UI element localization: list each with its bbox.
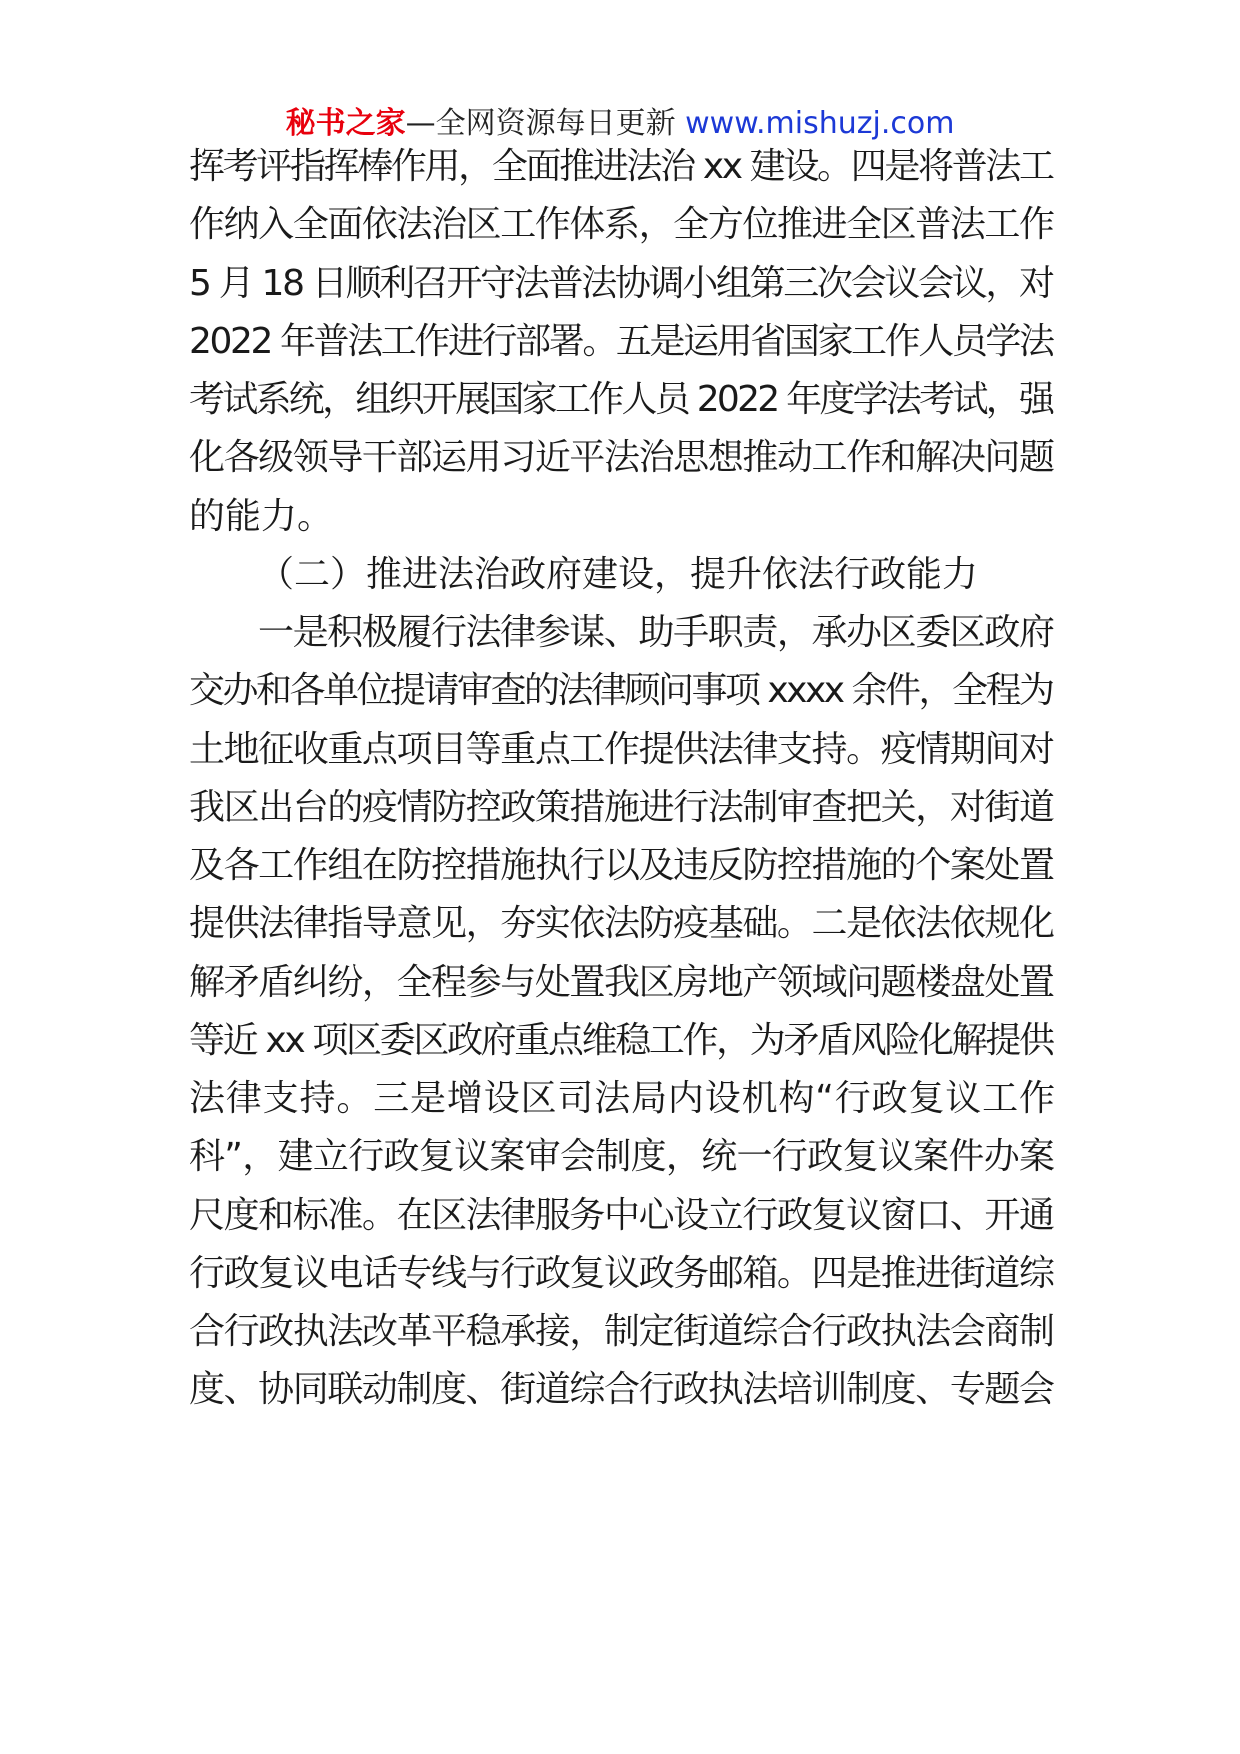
text-line: 作纳入全面依法治区工作体系，全方位推进全区普法工作 [189,204,1054,246]
text-line: 化各级领导干部运用习近平法治思想推动工作和解决问题 [189,437,1054,479]
text-line: 挥考评指挥棒作用，全面推进法治 xx 建设。四是将普法工 [189,146,1053,187]
text-line: 土地征收重点项目等重点工作提供法律支持。疫情期间对 [189,728,1054,770]
text-line: 度、协同联动制度、街道综合行政执法培训制度、专题会 [189,1369,1054,1411]
text-line: 行政复议电话专线与行政复议政务邮箱。四是推进街道综 [189,1252,1054,1294]
site-url-link[interactable]: www.mishuzj.com [685,106,955,141]
text-line: 5 月 18 日顺利召开守法普法协调小组第三次会议会议，对 [189,262,1053,304]
site-slogan: —全网资源每日更新 [405,106,686,141]
text-line: 2022 年普法工作进行部署。五是运用省国家工作人员学法 [189,320,1053,362]
site-brand: 秘书之家 [285,106,406,141]
text-line: 合行政执法改革平稳承接，制定街道综合行政执法会商制 [189,1311,1054,1352]
text-line: 及各工作组在防控措施执行以及违反防控措施的个案处置 [189,845,1054,886]
text-line: 提供法律指导意见，夯实依法防疫基础。二是依法依规化 [189,903,1054,945]
text-line: 尺度和标准。在区法律服务中心设立行政复议窗口、开通 [189,1194,1054,1236]
text-line: （二）推进法治政府建设，提升依法行政能力 [258,553,979,595]
text-line: 我区出台的疫情防控政策措施进行法制审查把关，对街道 [189,786,1054,828]
text-line: 等近 xx 项区委区政府重点维稳工作，为矛盾风险化解提供 [189,1019,1053,1061]
text-line: 一是积极履行法律参谋、助手职责，承办区委区政府 [258,612,1054,653]
text-line: 交办和各单位提请审查的法律顾问事项 xxxx 余件，全程为 [189,670,1053,712]
text-line: 解矛盾纠纷，全程参与处置我区房地产领域问题楼盘处置 [189,961,1054,1003]
text-line: 法律支持。三是增设区司法局内设机构“行政复议工作 [189,1078,1056,1119]
text-line: 考试系统，组织开展国家工作人员 2022 年度学法考试，强 [189,379,1053,420]
text-line: 的能力。 [189,495,334,537]
text-line: 科”，建立行政复议案审会制度，统一行政复议案件办案 [189,1136,1055,1178]
